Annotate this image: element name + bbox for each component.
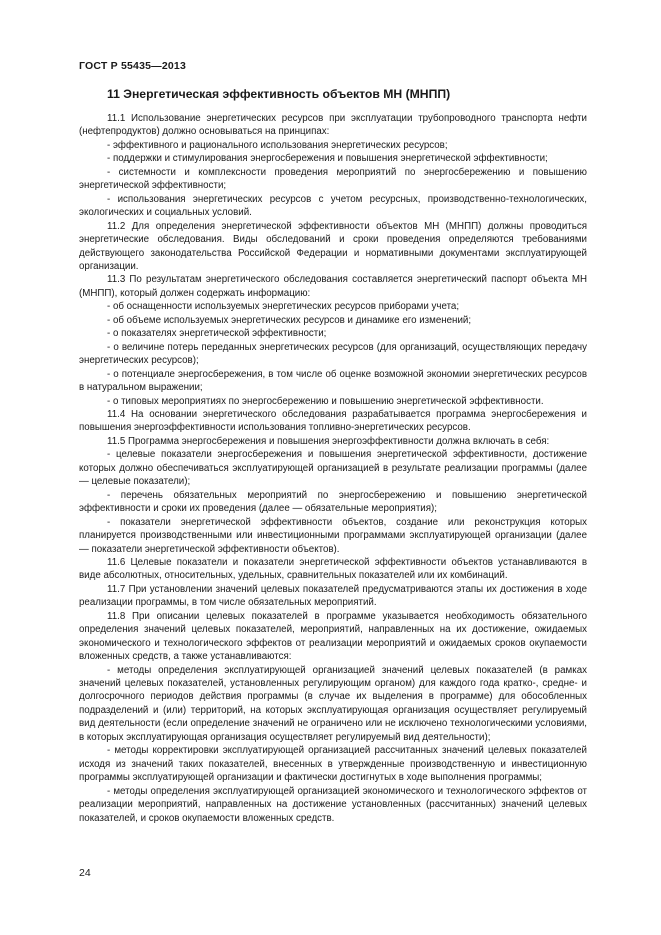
- paragraph: 11.1 Использование энергетических ресурсов при эксплуатации трубопроводного транспорта нефти (нефтепродуктов) должно основываться на принципах:: [79, 113, 587, 138]
- list-item: - о потенциале энергосбережения, в том числе об оценке возможной экономии энергетических ресурсов в натуральном выражении;: [79, 368, 587, 394]
- list-item: - методы определения эксплуатирующей организацией экономического и технологического эффектов от реализации мероприятий, направленных на достижение установленных (рассчитанных) значений целевых показателей, и сроков окупаемости вложенных средств.: [79, 785, 587, 824]
- paragraph: 11.4 На основании энергетического обследования разрабатывается программа энергосбережения и повышения энергоэффективности использования топливно-энергетических ресурсов.: [79, 408, 587, 434]
- list-item: - показатели энергетической эффективности объектов, создание или реконструкция которых планируется производственными или инвестиционными программами эксплуатирующей организации (далее — показатели энергетической эффективности объектов).: [79, 516, 587, 555]
- section-title: 11 Энергетическая эффективность объектов МН (МНПП): [107, 87, 451, 101]
- list-item: - перечень обязательных мероприятий по энергосбережению и повышению энергетической эффективности и сроки их проведения (далее — обязательные мероприятия);: [79, 489, 587, 515]
- list-item: - методы определения эксплуатирующей организацией значений целевых показателей (в рамках значений целевых показателей, установленных регулирующим органом) для каждого года кратко-, средне- и долгосрочного периодов действия программы (в случае их выделения в программе) для обособленных подразделений и (или) территорий, на которых эксплуатирующая организация осуществляет регулируемый вид деятельности (если определение значений не ограничено или не исключено технологическими условиями, в которых эксплуатирующая организация осуществляет регулируемый вид деятельности);: [79, 664, 587, 743]
- list-item: - об объеме используемых энергетических ресурсов и динамике его изменений;: [107, 314, 472, 326]
- list-item: - об оснащенности используемых энергетических ресурсов приборами учета;: [107, 301, 460, 313]
- list-item: - о величине потерь переданных энергетических ресурсов (для организаций, осуществляющих передачу энергетических ресурсов);: [79, 341, 587, 367]
- paragraph: 11.8 При описании целевых показателей в программе указывается необходимость обязательного определения значений целевых показателей, мероприятий, направленных на их достижение, ожидаемых экономического и технологического эффектов от реализации мероприятий и ожидаемых сроков окупаемости вложенных средств, а также устанавливаются:: [79, 610, 587, 663]
- list-item: - использования энергетических ресурсов с учетом ресурсных, производственно-технологических, экологических и социальных условий.: [79, 193, 587, 219]
- list-item: - о показателях энергетической эффективности;: [107, 328, 327, 340]
- list-item: - эффективного и рационального использования энергетических ресурсов;: [107, 139, 448, 151]
- document-header: ГОСТ Р 55435—2013: [79, 60, 187, 72]
- list-item: - о типовых мероприятиях по энергосбережению и повышению энергетической эффективности.: [107, 395, 544, 407]
- list-item: - системности и комплексности проведения мероприятий по энергосбережению и повышению энергетической эффективности;: [79, 166, 587, 192]
- list-item: - методы корректировки эксплуатирующей организацией рассчитанных значений целевых показателей исходя из значений таких показателей, внесенных в утвержденные производственную и инвестиционную программы эксплуатирующей организации и фактически достигнутых в ходе выполнения программы;: [79, 745, 587, 784]
- paragraph: 11.2 Для определения энергетической эффективности объектов МН (МНПП) должны проводиться энергетические обследования. Виды обследований и сроки проведения определяются требованиями действующего законодательства Российской Федерации и нормативными документами эксплуатирующей организации.: [79, 220, 587, 272]
- page-number: 24: [79, 867, 91, 879]
- paragraph: 11.5 Программа энергосбережения и повышения энергоэффективности должна включать в себя:: [107, 435, 550, 447]
- paragraph: 11.6 Целевые показатели и показатели энергетической эффективности объектов устанавливаются в виде абсолютных, относительных, удельных, сравнительных показателей или их комбинаций.: [79, 556, 587, 582]
- list-item: - поддержки и стимулирования энергосбережения и повышения энергетической эффективности;: [107, 153, 548, 165]
- paragraph: 11.7 При установлении значений целевых показателей предусматриваются этапы их достижения в ходе реализации программы, в том числе обязательных мероприятий.: [79, 583, 587, 609]
- document-body: [79, 112, 587, 825]
- list-item: - целевые показатели энергосбережения и повышения энергетической эффективности, достижение которых должно обеспечиваться эксплуатирующей организацией в результате реализации программы (далее — целевые показатели);: [79, 449, 587, 488]
- paragraph: 11.3 По результатам энергетического обследования составляется энергетический паспорт объекта МН (МНПП), который должен содержать информацию:: [79, 274, 587, 299]
